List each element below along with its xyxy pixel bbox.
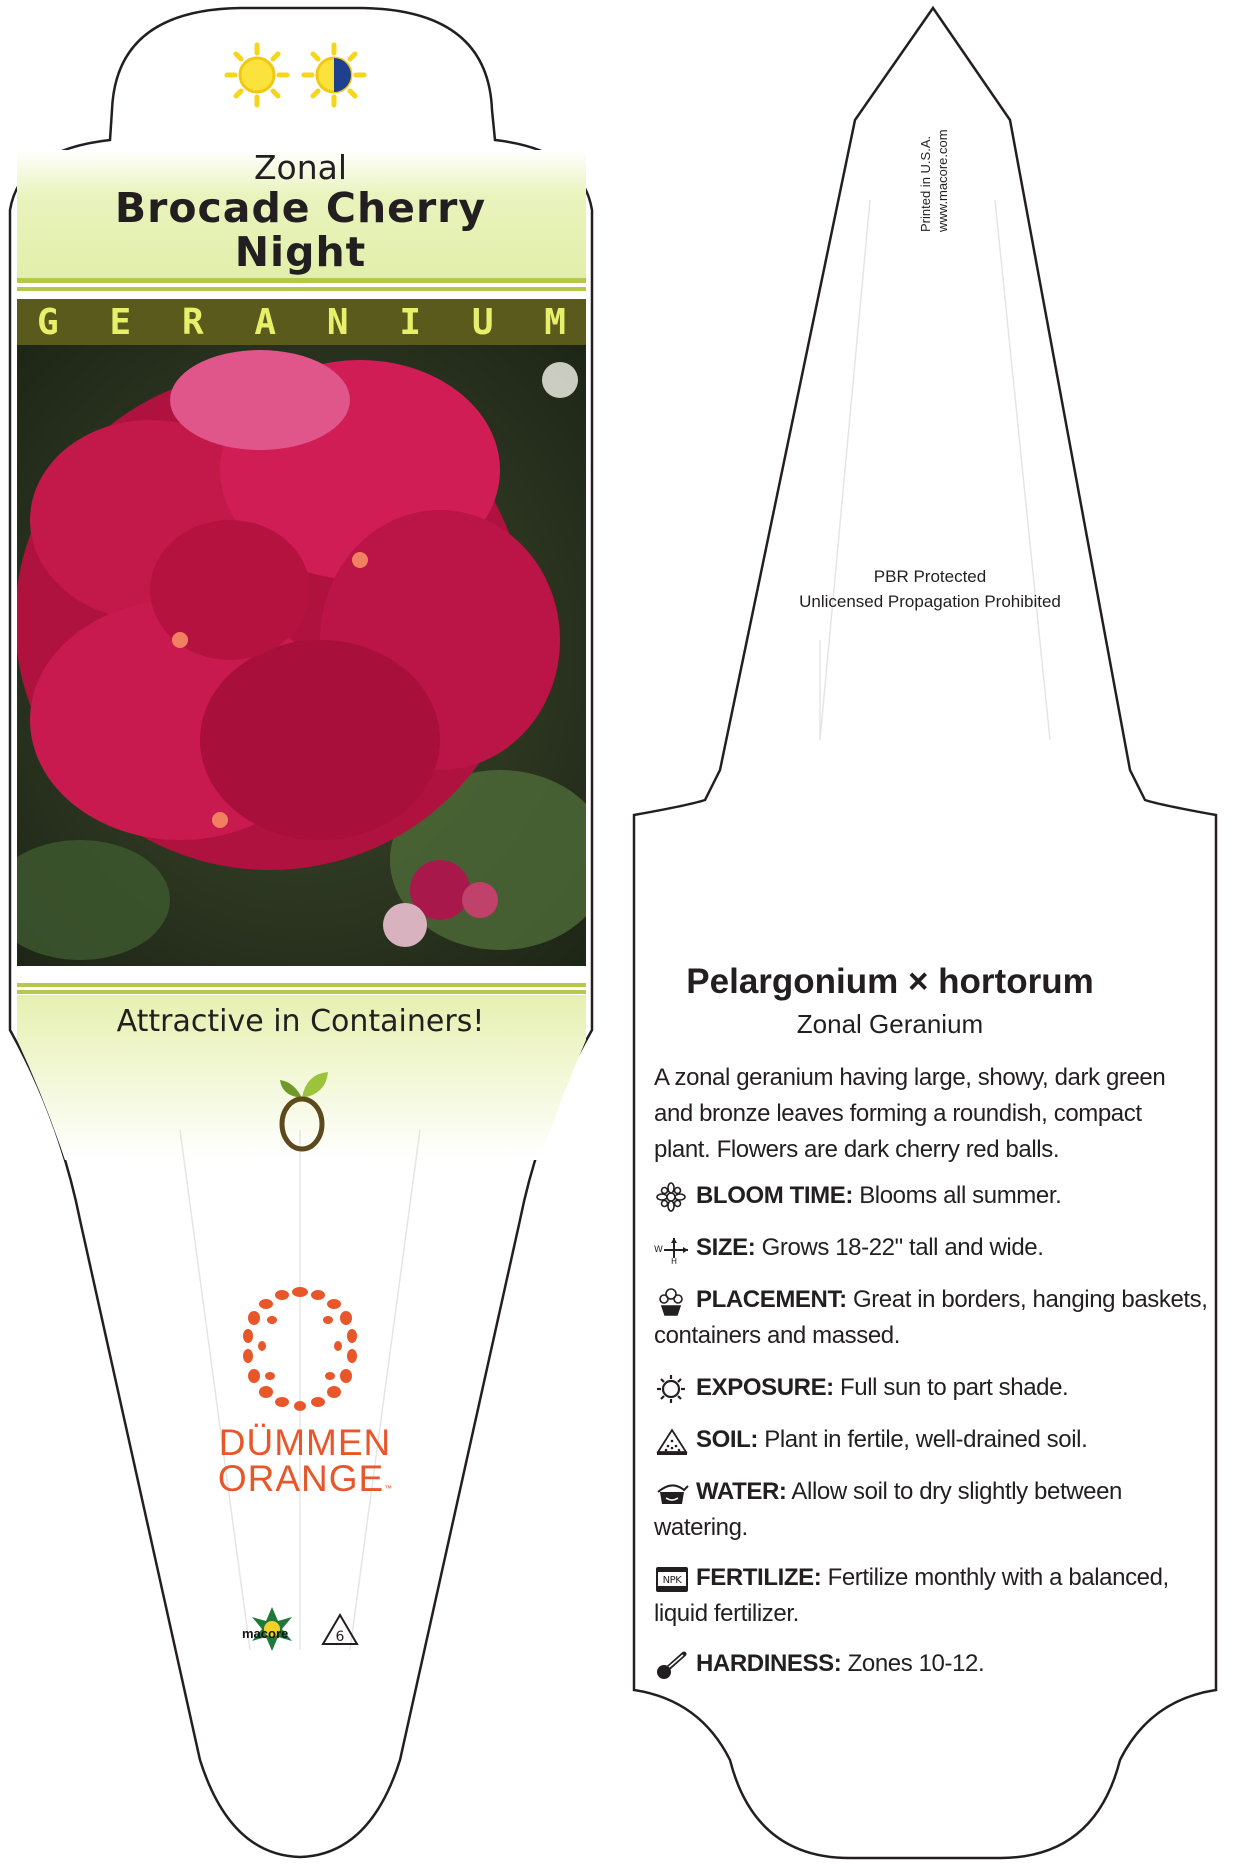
npk-icon (654, 1564, 692, 1594)
attribute-soil (654, 1422, 1214, 1458)
attribute-text: Fertilize monthly with a balanced, liquid fertilizer. (654, 1564, 1169, 1627)
attribute-water (654, 1474, 1214, 1546)
part-sun-icon (304, 45, 364, 105)
size-icon (654, 1234, 692, 1264)
common-name: Zonal Geranium (796, 1009, 984, 1039)
attribute-fertilize (654, 1560, 1214, 1632)
tagline: Attractive in Containers! (116, 1004, 485, 1039)
manufacturer-name: macore (242, 1626, 289, 1641)
attribute-label: HARDINESS: (696, 1650, 842, 1677)
attribute-text: Allow soil to dry slightly between watering. (654, 1478, 1122, 1541)
attribute-hardiness (654, 1646, 1214, 1682)
genus-letter: U (471, 301, 494, 343)
pbr-notice (740, 564, 1120, 614)
attribute-exposure (654, 1370, 1214, 1406)
printed-line1: Printed in U.S.A. (918, 135, 933, 232)
flower-icon (654, 1182, 692, 1212)
variety-name-line1: Brocade Cherry (114, 184, 487, 232)
svg-text:H: H (671, 1256, 677, 1264)
attribute-text: Plant in fertile, well-drained soil. (758, 1426, 1088, 1453)
attribute-label: EXPOSURE: (696, 1374, 834, 1401)
printed-line2: www.macore.com (935, 129, 950, 232)
scientific-name: Pelargonium × hortorum (686, 962, 1094, 1001)
variety-name (15, 186, 586, 274)
genus-letter: I (399, 301, 422, 343)
sun-exposure-icons (222, 42, 372, 112)
genus-letter: E (109, 301, 132, 343)
brand-name-line1: DÜMMEN (218, 1422, 392, 1463)
variety-name-line2: Night (234, 228, 367, 276)
genus-letter: N (326, 301, 349, 343)
pbr-line1: PBR Protected (873, 567, 987, 586)
attribute-label: PLACEMENT: (696, 1286, 847, 1313)
watering-can-icon (654, 1478, 692, 1508)
genus-letter: A (254, 301, 277, 343)
attribute-label: WATER: (696, 1478, 787, 1505)
attribute-text: Zones 10-12. (841, 1650, 985, 1677)
recycle-icon (320, 1612, 360, 1648)
attribute-placement (654, 1282, 1214, 1354)
attribute-label: SOIL: (696, 1426, 758, 1453)
placement-icon (654, 1286, 692, 1316)
attribute-label: SIZE: (696, 1234, 756, 1261)
recycle-code: 6 (335, 1629, 345, 1645)
genus-letter: R (181, 301, 204, 343)
pbr-line2: Unlicensed Propagation Prohibited (799, 592, 1061, 611)
plant-description: A zonal geranium having large, showy, dark green and bronze leaves forming a roundish, compact plant. Flowers are dark cherry red balls. (654, 1064, 1166, 1163)
attribute-text: Grows 18-22" tall and wide. (755, 1234, 1044, 1261)
flower-photo (0, 345, 610, 966)
brand-name (195, 1422, 415, 1507)
dummen-orange-wreath-icon (230, 1280, 370, 1420)
sun-icon (654, 1374, 692, 1404)
attribute-text: Blooms all summer. (852, 1182, 1062, 1209)
svg-text:W: W (654, 1244, 663, 1255)
genus-letter: M (544, 301, 566, 343)
attribute-bloom-time (654, 1178, 1214, 1214)
brand-name-line2: ORANGE™ (217, 1458, 393, 1499)
attribute-size (654, 1230, 1214, 1266)
trademark-symbol: ™ (384, 1484, 393, 1493)
genus-banner (17, 299, 586, 345)
seed-logo-icon (270, 1068, 334, 1154)
full-sun-icon (227, 45, 287, 105)
soil-icon (654, 1426, 692, 1456)
thermometer-icon (654, 1650, 692, 1680)
variety-type: Zonal (253, 148, 348, 187)
attribute-text: Full sun to part shade. (833, 1374, 1069, 1401)
printed-in-info (902, 94, 952, 234)
attribute-label: BLOOM TIME: (696, 1182, 853, 1209)
svg-text:NPK: NPK (662, 1574, 682, 1586)
genus-letter: G (37, 301, 59, 343)
attribute-label: FERTILIZE: (696, 1564, 822, 1591)
attribute-text: Great in borders, hanging baskets, containers and massed. (654, 1286, 1208, 1349)
